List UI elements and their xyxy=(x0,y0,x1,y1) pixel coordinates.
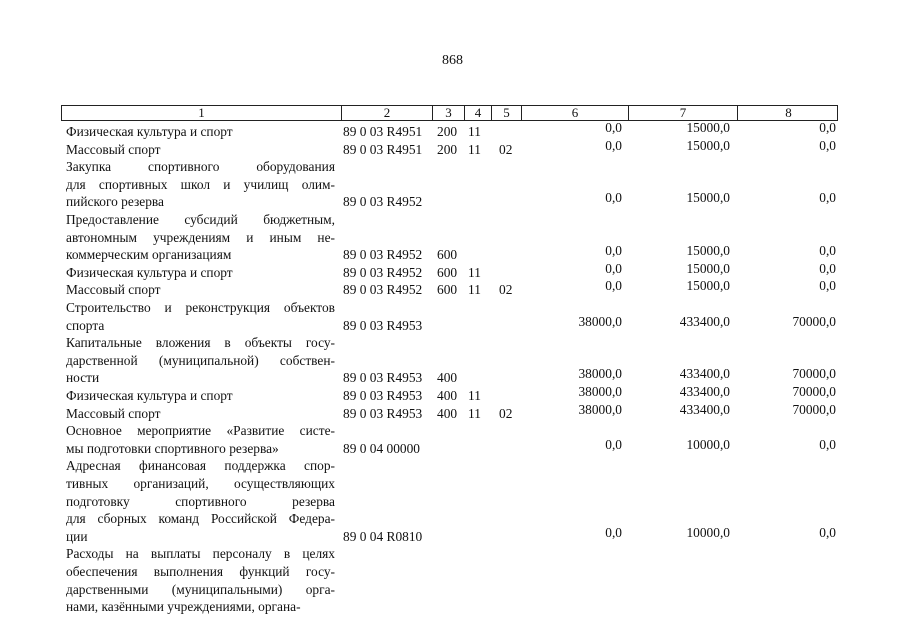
row-name-line: тивных организаций, осуществляющих xyxy=(66,476,335,491)
row-code: 89 0 03 R4953 xyxy=(343,405,423,421)
row-name-line: Массовый спорт xyxy=(66,141,161,157)
row-name-line: дарственными (муниципальными) орга- xyxy=(66,581,335,597)
row-value-col6: 0,0 xyxy=(605,120,622,135)
row-name-line: для спортивных школ и училищ олим- xyxy=(66,176,335,192)
row-value-col6: 0,0 xyxy=(605,243,622,259)
row-expense-type: 400 xyxy=(437,405,458,421)
header-col-1: 1 xyxy=(198,105,205,120)
row-name-line: Физическая культура и спорт xyxy=(66,124,233,139)
row-name-line: автономным учреждениям и иным не- xyxy=(66,229,335,245)
row-value-col7: 433400,0 xyxy=(679,401,730,417)
row-code: 89 0 03 R4952 xyxy=(343,194,423,210)
row-code: 89 0 03 R4952 xyxy=(343,247,423,263)
row-value-col8: 70000,0 xyxy=(792,401,836,417)
row-code: 89 0 03 R4953 xyxy=(343,317,423,333)
row-expense-type: 200 xyxy=(437,124,458,139)
row-name-line: коммерческим организациям xyxy=(66,247,232,263)
row-expense-type: 600 xyxy=(437,282,458,298)
row-code: 89 0 03 R4951 xyxy=(343,141,423,157)
row-name-line: Адресная финансовая поддержка спор- xyxy=(66,458,335,474)
row-code: 89 0 03 R4952 xyxy=(343,282,423,298)
row-code: 89 0 03 R4953 xyxy=(343,370,423,386)
row-expense-type: 400 xyxy=(437,370,458,386)
row-name-line: ции xyxy=(66,528,88,544)
page-number: 868 xyxy=(442,53,463,68)
row-name-line: Массовый спорт xyxy=(66,405,161,421)
row-section: 11 xyxy=(468,124,481,139)
row-name-line: Физическая культура и спорт xyxy=(66,264,233,280)
row-value-col6: 0,0 xyxy=(605,190,622,206)
row-section: 11 xyxy=(468,264,481,280)
header-col-5: 5 xyxy=(491,106,521,120)
row-value-col7: 15000,0 xyxy=(686,260,730,276)
row-value-col7: 433400,0 xyxy=(679,384,730,399)
row-value-col8: 70000,0 xyxy=(792,384,836,399)
row-value-col8: 0,0 xyxy=(819,120,836,135)
row-value-col8: 0,0 xyxy=(819,260,836,276)
row-value-col8: 0,0 xyxy=(819,190,836,206)
row-name-line: спорта xyxy=(66,317,105,333)
row-value-col8: 0,0 xyxy=(819,524,836,540)
row-value-col8: 0,0 xyxy=(819,137,836,153)
header-col-6: 6 xyxy=(521,106,628,120)
row-name-line: Расходы на выплаты персоналу в целях xyxy=(66,546,335,562)
row-name-line: для сборных команд Российской Федера- xyxy=(66,511,335,527)
header-col-3: 3 xyxy=(432,106,464,120)
row-name-line: нами, казёнными учреждениями, органа- xyxy=(66,599,301,615)
row-name-line: обеспечения выполнения функций госу- xyxy=(66,564,335,579)
row-subsection: 02 xyxy=(499,141,513,157)
row-value-col7: 10000,0 xyxy=(686,436,730,452)
header-col-7: 7 xyxy=(628,106,737,120)
row-value-col6: 0,0 xyxy=(605,524,622,540)
row-value-col6: 0,0 xyxy=(605,260,622,276)
row-code: 89 0 03 R4951 xyxy=(343,124,423,139)
table-header xyxy=(61,105,838,121)
header-col-2: 2 xyxy=(341,106,432,120)
row-code: 89 0 04 00000 xyxy=(343,440,420,456)
row-value-col8: 70000,0 xyxy=(792,366,836,382)
row-value-col8: 0,0 xyxy=(819,278,836,294)
row-code: 89 0 03 R4952 xyxy=(343,264,423,280)
row-value-col8: 0,0 xyxy=(819,243,836,259)
row-value-col7: 15000,0 xyxy=(686,137,730,153)
row-value-col8: 70000,0 xyxy=(792,313,836,329)
row-name-line: мы подготовки спортивного резерва» xyxy=(66,440,279,456)
row-value-col6: 0,0 xyxy=(605,436,622,452)
header-col-4: 4 xyxy=(464,106,491,120)
row-name-line: Предоставление субсидий бюджетным, xyxy=(66,212,335,227)
row-value-col6: 38000,0 xyxy=(578,313,622,329)
row-name-line: ности xyxy=(66,370,100,386)
row-value-col6: 38000,0 xyxy=(578,401,622,417)
row-name-line: Основное мероприятие «Развитие систе- xyxy=(66,423,335,439)
row-value-col7: 15000,0 xyxy=(686,120,730,135)
row-name-line: Строительство и реконструкция объектов xyxy=(66,300,335,315)
row-name-line: подготовку спортивного резерва xyxy=(66,493,335,509)
row-section: 11 xyxy=(468,388,481,403)
row-name-line: дарственной (муниципальной) собствен- xyxy=(66,352,335,368)
row-section: 11 xyxy=(468,141,481,157)
row-code: 89 0 03 R4953 xyxy=(343,388,423,403)
row-value-col6: 38000,0 xyxy=(578,384,622,399)
row-name-line: Физическая культура и спорт xyxy=(66,388,233,403)
row-value-col7: 15000,0 xyxy=(686,190,730,206)
row-section: 11 xyxy=(468,282,481,298)
row-value-col6: 38000,0 xyxy=(578,366,622,382)
header-col-8: 8 xyxy=(737,106,839,120)
row-name-line: Массовый спорт xyxy=(66,282,161,298)
row-subsection: 02 xyxy=(499,405,513,421)
row-value-col7: 15000,0 xyxy=(686,278,730,294)
row-subsection: 02 xyxy=(499,282,513,298)
row-value-col6: 0,0 xyxy=(605,278,622,294)
row-value-col6: 0,0 xyxy=(605,137,622,153)
row-value-col7: 433400,0 xyxy=(679,313,730,329)
row-name-line: Закупка спортивного оборудования xyxy=(66,159,335,175)
row-section: 11 xyxy=(468,405,481,421)
row-name-line: Капитальные вложения в объекты госу- xyxy=(66,335,335,351)
row-value-col7: 433400,0 xyxy=(679,366,730,382)
row-code: 89 0 04 R0810 xyxy=(343,528,423,544)
row-expense-type: 400 xyxy=(437,388,458,403)
row-expense-type: 600 xyxy=(437,247,458,263)
row-expense-type: 600 xyxy=(437,264,458,280)
row-expense-type: 200 xyxy=(437,141,458,157)
row-value-col7: 10000,0 xyxy=(686,524,730,540)
row-value-col8: 0,0 xyxy=(819,436,836,452)
row-value-col7: 15000,0 xyxy=(686,243,730,259)
row-name-line: пийского резерва xyxy=(66,194,164,210)
